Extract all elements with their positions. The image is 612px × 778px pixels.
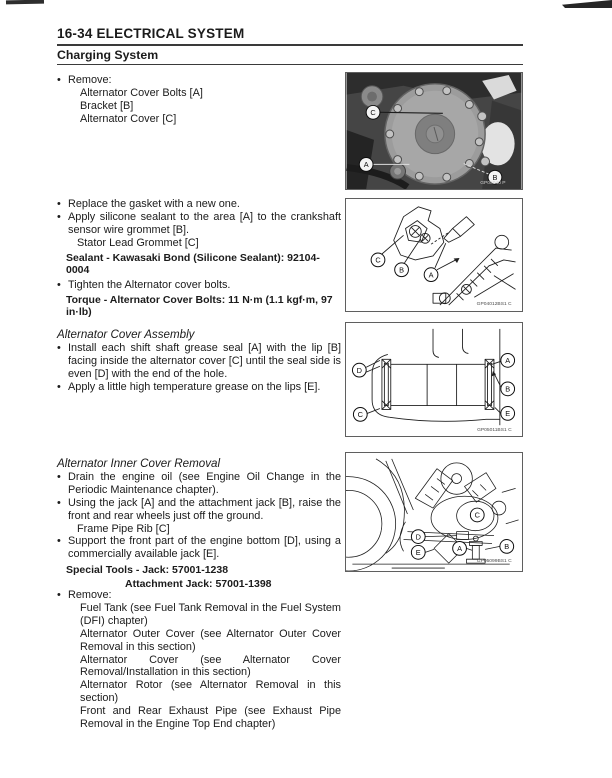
svg-text:A: A [505,356,511,366]
scan-artifact-left [6,0,44,4]
torque-spec-line: Torque - Alternator Cover Bolts: 11 N·m (1.1 kgf·m, 97 in·lb) [66,294,333,319]
svg-text:E: E [505,409,511,419]
figure-label-b [501,382,515,396]
svg-text:B: B [504,542,510,552]
figure-label-c [366,105,380,119]
procedure-block-remove-cover [57,74,341,126]
bullet-text: Tighten the Alternator cover bolts. [68,278,231,291]
bullet-marker: • [57,589,61,601]
bullet-text: Remove: [68,589,112,601]
sub-item: Alternator Rotor (see Alternator Removal in this section) [80,679,341,705]
figure-label-c [353,408,367,422]
sealant-spec-line: Sealant - Kawasaki Bond (Silicone Sealant): 92104-0004 [66,252,320,277]
procedure-heading: Alternator Cover Assembly [57,328,195,341]
front-wheel [346,477,396,571]
svg-text:A: A [457,544,463,554]
bullet-marker: • [57,341,61,354]
figure-label-e [501,407,515,421]
crankcase-edge [433,235,516,308]
bullet-item [57,279,341,292]
bullet-item [57,381,341,394]
alternator-cover-photo [346,73,522,189]
engine-support-diagram [346,453,522,571]
figure-label-b [500,540,514,554]
svg-text:B: B [505,384,511,394]
figure-label-c [470,508,484,522]
bullet-item [57,471,341,497]
scan-artifact-right [562,0,612,8]
figure-label-e [411,545,425,559]
grease-seal-right [485,359,494,409]
bullet-marker: • [57,210,61,223]
bullet-marker: • [57,535,61,548]
bullet-item [57,497,341,523]
svg-text:B: B [492,172,498,182]
figure-code: GP05099BS1 C [476,559,512,565]
bullet-text: Apply silicone sealant to the area [A] to the crankshaft sensor wire grommet [B]. [68,210,341,236]
figure-label-a [359,158,373,172]
sub-item: Alternator Cover [C] [80,112,177,125]
section-title: Charging System [57,48,159,62]
svg-text:A: A [428,270,434,280]
svg-text:D: D [415,532,421,542]
svg-text:A: A [363,160,369,170]
special-tools-line-2: Attachment Jack: 57001-1398 [125,578,272,591]
sub-item: Alternator Cover (see Alternator Cover Removal/Installation in this section) [80,653,341,679]
bullet-item [57,198,341,211]
bullet-item [57,74,341,87]
sub-item: Bracket [B] [80,99,134,112]
bullet-marker: • [57,496,61,509]
grease-seal-left [382,359,391,409]
figure-label-d [411,530,425,544]
figure-grease-seal-cross-section [345,322,523,437]
procedure-block-remove-list [57,589,341,731]
bullet-item [57,211,341,237]
procedure-block-cover-assembly [57,329,341,394]
svg-text:B: B [399,265,405,275]
sub-item: Alternator Outer Cover (see Alternator Outer Cover Removal in this section) [80,627,341,653]
svg-text:C: C [357,410,363,420]
svg-text:D: D [356,365,362,375]
sub-item: Front and Rear Exhaust Pipe (see Exhaust Pipe Removal in the Engine Top End chapter) [80,705,341,731]
sealant-applicator [444,217,474,243]
sub-item: Fuel Tank (see Fuel Tank Removal in the Fuel System (DFI) chapter) [80,601,341,627]
bullet-text: Using the jack [A] and the attachment jack [B], raise the front and rear wheels just off the ground. [68,496,341,522]
bullet-text: Support the front part of the engine bottom [D], using a commercially available jack [E]. [68,535,341,561]
bullet-item [57,535,341,561]
sensor-bracket-outline [394,207,444,260]
figure-code: GP04012BS1 C [476,302,512,308]
cover-outline [372,354,390,417]
bullet-item [57,589,341,602]
bullet-marker: • [57,74,61,86]
figure-label-b [395,263,409,277]
bullet-marker: • [57,380,61,393]
bullet-marker: • [57,198,61,210]
figure-label-c [371,253,385,267]
svg-text:E: E [415,548,421,558]
bullet-text: Drain the engine oil (see Engine Oil Change in the Periodic Maintenance chapter). [68,470,341,496]
header-rule [57,44,523,46]
figure-label-a [453,542,467,556]
figure-label-a [501,353,515,367]
bullet-text: Replace the gasket with a new one. [68,198,240,210]
svg-text:C: C [370,108,376,118]
bullet-marker: • [57,470,61,483]
bullet-text: Apply a little high temperature grease on the lips [E]. [68,380,321,393]
bullet-item [57,342,341,381]
section-rule [57,64,523,66]
figure-label-d [352,363,366,377]
bullet-text: Remove: [68,74,112,86]
figure-code: GP05011BS1 C [477,428,512,434]
procedure-block-inner-cover-removal [57,458,341,593]
figure-alternator-cover-photo [345,72,523,190]
sub-item: Alternator Cover Bolts [A] [80,86,203,99]
sub-item: Stator Lead Grommet [C] [77,236,199,249]
figure-label-a [424,268,438,282]
sub-item: Frame Pipe Rib [C] [77,522,170,535]
procedure-block-sealing [57,198,341,321]
svg-text:C: C [375,255,381,265]
figure-engine-support-diagram [345,452,523,572]
svg-text:C: C [474,510,480,520]
page-title: 16-34 ELECTRICAL SYSTEM [57,26,245,41]
bullet-marker: • [57,278,61,291]
sealant-application-diagram [346,199,522,311]
figure-sealant-application-diagram [345,198,523,312]
special-tools-line: Special Tools - Jack: 57001-1238 [66,563,229,576]
procedure-heading: Alternator Inner Cover Removal [57,457,221,470]
grease-seal-cross-section [346,323,522,436]
bullet-text: Install each shift shaft grease seal [A] with the lip [B] facing inside the alternator cover [C] until the seal side is even [D] with the end of the hole. [68,341,341,380]
figure-code: GP05040 P [480,181,506,187]
